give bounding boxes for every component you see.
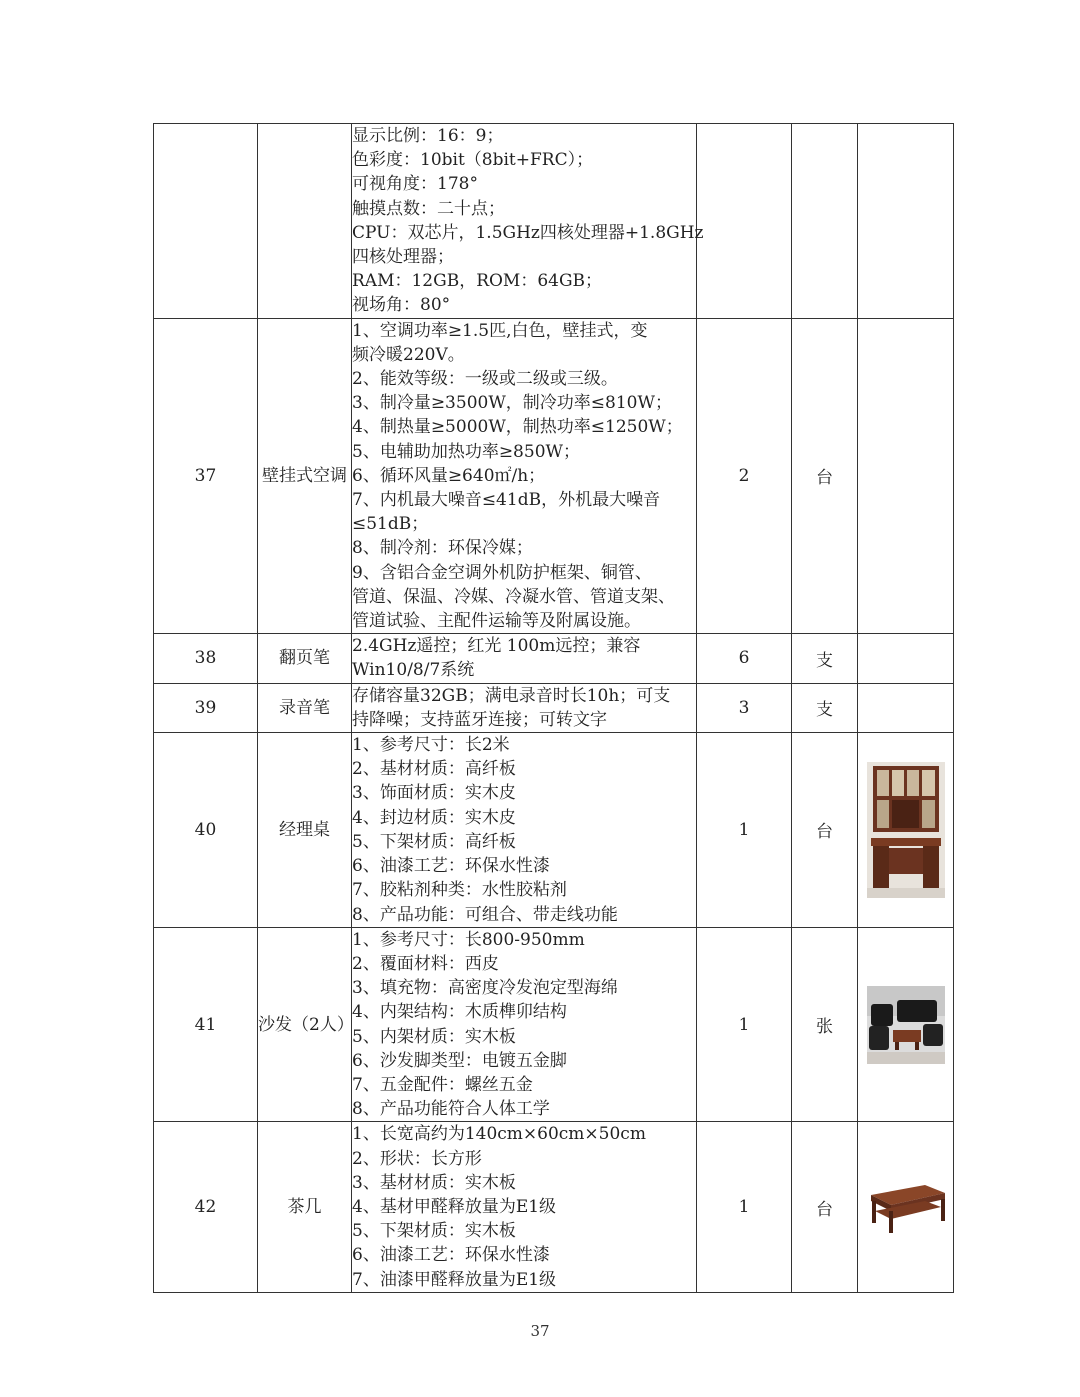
spec-line: 2、基材材质：高纤板 <box>352 759 516 780</box>
item-image-cell <box>858 733 954 928</box>
spec-line: 1、长宽高约为140cm×60cm×50cm <box>352 1124 646 1145</box>
spec-line: 显示比例：16：9； <box>352 126 504 146</box>
spec-line: 3、基材材质：实木板 <box>352 1172 516 1193</box>
item-number: 39 <box>154 683 258 732</box>
table-row <box>154 318 954 634</box>
spec-line: Win10/8/7系统 <box>352 660 475 681</box>
item-unit: 支 <box>792 634 858 683</box>
spec-line: 7、内机最大噪音≤41dB，外机最大噪音 <box>352 490 661 511</box>
spec-line: 3、制冷量≥3500W，制冷功率≤810W； <box>352 393 672 414</box>
item-name: 壁挂式空调 <box>258 318 352 634</box>
item-number <box>154 124 258 319</box>
spec-line: 8、产品功能符合人体工学 <box>352 1099 550 1120</box>
item-spec <box>352 318 697 634</box>
spec-line: 管道试验、主配件运输等及附属设施。 <box>352 611 641 632</box>
item-unit: 台 <box>792 318 858 634</box>
item-quantity: 6 <box>697 634 792 683</box>
spec-line: 存储容量32GB；满电录音时长10h；可支 <box>352 685 671 706</box>
spec-line: 色彩度：10bit（8bit+FRC）； <box>352 150 594 171</box>
spec-line: 5、内架材质：实木板 <box>352 1026 516 1047</box>
spec-line: 2、形状：长方形 <box>352 1148 482 1169</box>
product-spec-table <box>153 123 954 1293</box>
spec-line: RAM：12GB，ROM：64GB； <box>352 271 603 292</box>
item-image-cell <box>858 927 954 1122</box>
spec-line: 2.4GHz遥控；红光 100m远控；兼容 <box>352 636 641 657</box>
item-spec <box>352 927 697 1122</box>
item-number: 37 <box>154 318 258 634</box>
item-image-cell <box>858 318 954 634</box>
table-row <box>154 1122 954 1292</box>
item-spec <box>352 634 697 683</box>
page-number: 37 <box>530 1322 550 1340</box>
spec-line: 7、五金配件：螺丝五金 <box>352 1074 533 1095</box>
spec-line: 3、填充物：高密度冷发泡定型海绵 <box>352 978 618 999</box>
spec-line: 触摸点数：二十点； <box>352 198 505 219</box>
spec-line: 6、沙发脚类型：电镀五金脚 <box>352 1050 567 1071</box>
item-name <box>258 124 352 319</box>
item-unit: 台 <box>792 733 858 928</box>
spec-line: 5、下架材质：实木板 <box>352 1221 516 1242</box>
item-name: 翻页笔 <box>258 634 352 683</box>
manager-desk-photo <box>867 762 945 898</box>
item-number: 42 <box>154 1122 258 1292</box>
spec-line: 可视角度：178° <box>352 174 478 195</box>
spec-line: 2、能效等级：一级或二级或三级。 <box>352 369 618 390</box>
spec-line: 7、胶粘剂种类：水性胶粘剂 <box>352 880 567 901</box>
spec-line: 4、基材甲醛释放量为E1级 <box>352 1196 557 1217</box>
item-quantity: 1 <box>697 927 792 1122</box>
item-image-cell <box>858 1122 954 1292</box>
spec-line: 视场角：80° <box>352 295 451 316</box>
table-row <box>154 124 954 319</box>
item-spec <box>352 1122 697 1292</box>
spec-line: 6、油漆工艺：环保水性漆 <box>352 1245 550 1266</box>
table-row <box>154 733 954 928</box>
item-quantity: 3 <box>697 683 792 732</box>
spec-line: 4、制热量≥5000W，制热功率≤1250W； <box>352 417 683 438</box>
spec-line: 6、循环风量≥640㎡/h； <box>352 465 546 486</box>
spec-line: 持降噪；支持蓝牙连接；可转文字 <box>352 709 607 730</box>
spec-line: 5、下架材质：高纤板 <box>352 831 516 852</box>
item-number: 38 <box>154 634 258 683</box>
item-unit: 支 <box>792 683 858 732</box>
tea-table-photo <box>865 1175 947 1239</box>
spec-line: 2、覆面材料：西皮 <box>352 953 499 974</box>
item-number: 40 <box>154 733 258 928</box>
item-quantity: 1 <box>697 733 792 928</box>
spec-line: 四核处理器； <box>352 247 454 268</box>
sofa-photo <box>867 986 945 1064</box>
spec-line: 1、参考尺寸：长800-950mm <box>352 929 585 950</box>
item-name: 经理桌 <box>258 733 352 928</box>
spec-line: 9、含铝合金空调外机防护框架、铜管、 <box>352 562 652 583</box>
item-spec <box>352 733 697 928</box>
item-unit: 张 <box>792 927 858 1122</box>
item-image-cell <box>858 124 954 319</box>
table-row <box>154 634 954 683</box>
spec-line: 6、油漆工艺：环保水性漆 <box>352 856 550 877</box>
spec-line: 4、内架结构：木质榫卯结构 <box>352 1002 567 1023</box>
spec-line: 8、产品功能：可组合、带走线功能 <box>352 904 618 925</box>
spec-line: 3、饰面材质：实木皮 <box>352 783 516 804</box>
spec-line: 管道、保温、冷媒、冷凝水管、管道支架、 <box>352 586 675 607</box>
item-image-cell <box>858 683 954 732</box>
spec-line: 8、制冷剂：环保冷媒； <box>352 538 533 559</box>
spec-line: 7、油漆甲醛释放量为E1级 <box>352 1269 557 1290</box>
item-name: 录音笔 <box>258 683 352 732</box>
spec-line: 1、空调功率≥1.5匹,白色，壁挂式，变 <box>352 320 648 341</box>
item-spec <box>352 683 697 732</box>
item-unit: 台 <box>792 1122 858 1292</box>
item-quantity: 1 <box>697 1122 792 1292</box>
spec-line: 4、封边材质：实木皮 <box>352 807 516 828</box>
spec-line: 5、电辅助加热功率≥850W； <box>352 441 580 462</box>
spec-line: ≤51dB； <box>352 514 429 535</box>
item-name: 沙发（2人） <box>258 927 352 1122</box>
table-row <box>154 927 954 1122</box>
spec-line: 1、参考尺寸：长2米 <box>352 735 510 756</box>
item-unit <box>792 124 858 319</box>
item-quantity: 2 <box>697 318 792 634</box>
table-row <box>154 683 954 732</box>
item-image-cell <box>858 634 954 683</box>
item-number: 41 <box>154 927 258 1122</box>
spec-line: CPU：双芯片，1.5GHz四核处理器+1.8GHz <box>352 222 704 243</box>
item-spec <box>352 124 704 319</box>
spec-line: 频冷暖220V。 <box>352 344 465 365</box>
item-name: 茶几 <box>258 1122 352 1292</box>
item-quantity <box>697 124 792 319</box>
